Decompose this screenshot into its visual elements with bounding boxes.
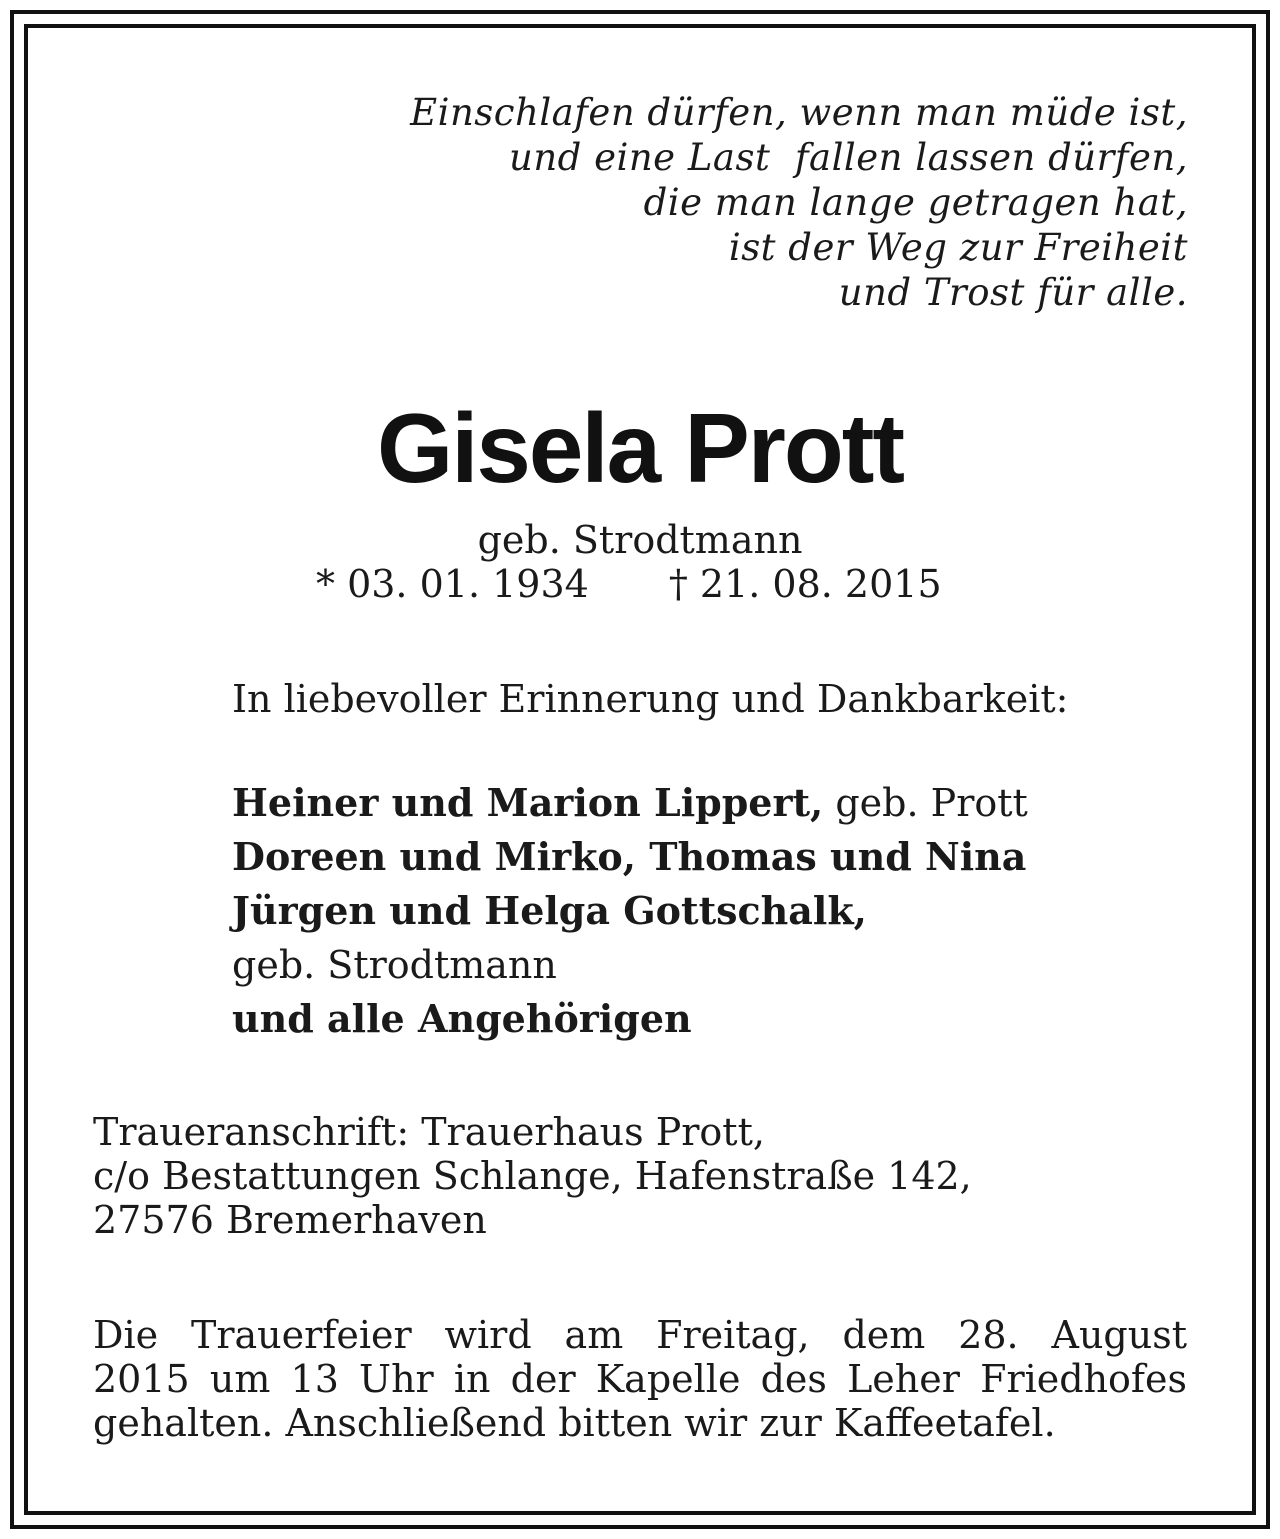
mourner-line: Doreen und Mirko, Thomas und Nina — [232, 834, 1027, 879]
mourner-note: geb. Strodtmann — [232, 943, 557, 987]
mourner-names: Heiner und Marion Lippert, — [232, 780, 824, 825]
address-line: Traueranschrift: Trauerhaus Prott, — [93, 1110, 765, 1154]
address-line: c/o Bestattungen Schlange, Hafenstraße 142, — [93, 1154, 972, 1198]
poem — [410, 90, 1188, 315]
poem-line: die man lange getragen hat, — [643, 181, 1188, 224]
ceremony-line: 2015 um 13 Uhr in der Kapelle des Leher Friedhofes — [93, 1357, 1187, 1401]
ceremony-line: gehalten. Anschließend bitten wir zur Kaffeetafel. — [93, 1401, 1056, 1445]
life-dates — [316, 562, 942, 606]
memory-line: In liebevoller Erinnerung und Dankbarkeit: — [232, 677, 1069, 721]
deceased-name: Gisela Prott — [376, 393, 904, 503]
mourner-note: geb. Prott — [823, 781, 1028, 825]
mourner-line: Jürgen und Helga Gottschalk, — [232, 888, 867, 933]
poem-line: und Trost für alle. — [838, 271, 1188, 314]
death-date: † 21. 08. 2015 — [668, 562, 942, 606]
poem-line: und eine Last fallen lassen dürfen, — [509, 136, 1188, 179]
ceremony-notice — [93, 1313, 1187, 1445]
poem-line: ist der Weg zur Freiheit — [728, 226, 1188, 269]
mourners-list — [232, 776, 1028, 1046]
maiden-name: geb. Strodtmann — [477, 518, 803, 562]
mourner-line — [232, 776, 1028, 830]
mourner-line: und alle Angehörigen — [232, 996, 692, 1041]
ceremony-line: Die Trauerfeier wird am Freitag, dem 28. August — [93, 1313, 1187, 1357]
poem-line: Einschlafen dürfen, wenn man müde ist, — [410, 91, 1188, 134]
mourning-address — [93, 1110, 972, 1242]
birth-date: * 03. 01. 1934 — [316, 562, 589, 606]
address-line: 27576 Bremerhaven — [93, 1198, 487, 1242]
